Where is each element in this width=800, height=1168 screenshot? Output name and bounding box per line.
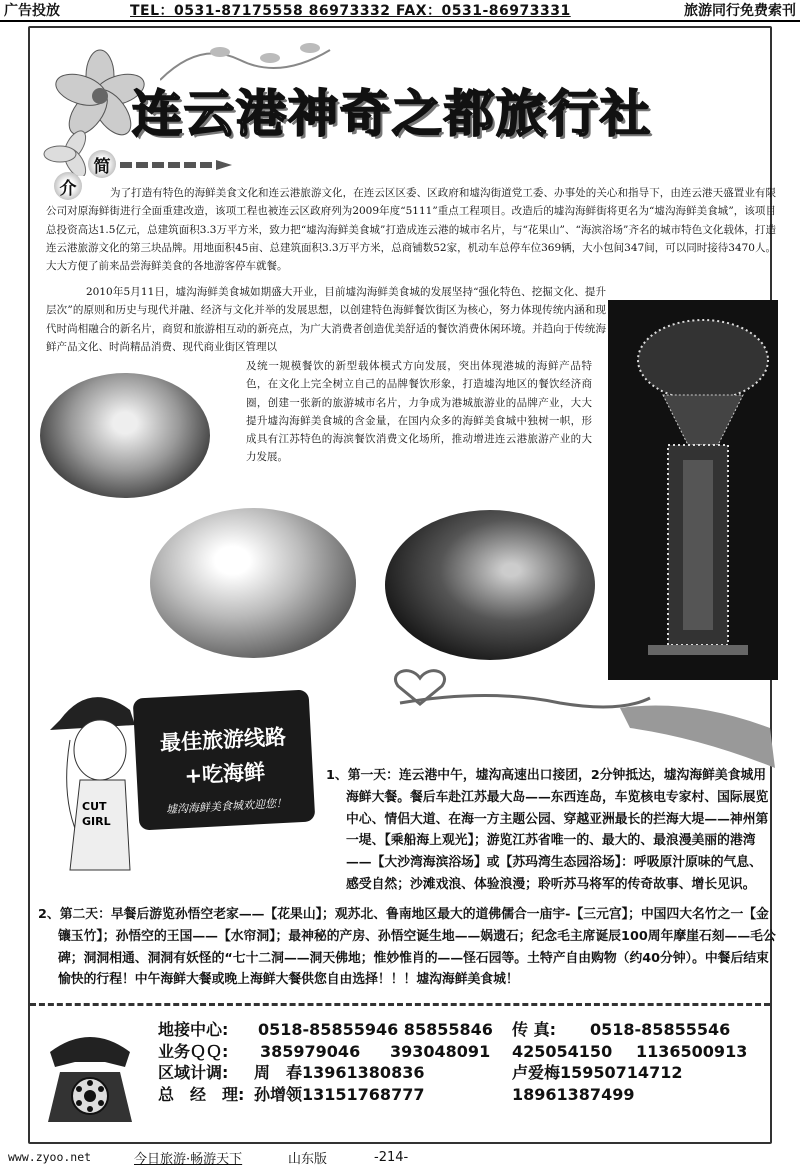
planner-2: 卢爱梅15950714712	[512, 1063, 683, 1082]
contact-row-planner	[158, 1062, 778, 1084]
intro-char-2: 介	[54, 172, 82, 200]
intro-paragraph-2-bottom: 及统一规模餐饮的新型载体模式方向发展，突出体现港城的海鲜产品特色，在文化上完全树立自己的品牌餐饮形象，打造墟沟地区的餐饮经济商圈，创建一张新的旅游城市名片，力争成为港城旅游业的品牌产业，大大提升墟沟海鲜美食城的含金量，在国内众多的海鲜美食城中独树一帜，形成具有江苏特色的海滨餐饮消费文化场所，推动增进连云港旅游产业的大力发展。	[246, 360, 592, 464]
svg-text:GIRL: GIRL	[82, 815, 111, 828]
manager-phone-2: 18961387499	[512, 1084, 635, 1104]
manager-label: 总 经 理:	[158, 1084, 245, 1104]
promo-sign	[133, 689, 316, 830]
fax-number: 0518-85855546	[590, 1020, 731, 1039]
page-number: -214-	[374, 1149, 409, 1165]
night-street-photo	[385, 510, 595, 660]
promo-line-3: 墟沟海鲜美食城欢迎您！	[165, 796, 288, 817]
qq-2: 393048091	[390, 1041, 491, 1061]
reception-phone: 0518-85855946 85855846	[258, 1020, 493, 1039]
top-bar	[0, 0, 800, 22]
footer-url[interactable]: www.zyoo.net	[8, 1150, 92, 1164]
qq-label: 业务ＱＱ:	[158, 1041, 229, 1061]
manager-phone-1: 孙增领13151768777	[254, 1084, 425, 1104]
fax-label: 传 真:	[512, 1020, 556, 1039]
contact-row-reception	[158, 1019, 778, 1041]
itinerary-day2-text: 2、第二天：早餐后游览孙悟空老家——【花果山】；观苏北、鲁南地区最大的道佛儒合一庙宇-【三元宫】；中国四大名竹之一【金镶玉竹】；孙悟空的王国——【水帘洞】；最神秘的产房、孙悟空诞生地——娲遗石；纪念毛主席诞辰100周年摩崖石刻——毛公碑；洞洞相通、洞洞有妖怪的“七十二洞——洞天佛地；惟妙惟肖的——怪石园等。土特产自由购物（约40分钟）。中餐后结束愉快的行程！中午海鲜大餐或晚上海鲜大餐供您自由选择！！！墟沟海鲜美食城！	[38, 907, 776, 988]
intro-paragraph-2-top: 2010年5月11日，墟沟海鲜美食城如期盛大开业，目前墟沟海鲜美食城的发展坚持“强化特色、挖掘文化、提升层次”的原则和历史与现代并融、经济与文化并举的发展思想，以创建特色海鲜餐饮街区为核心，努力体现传统内涵和现代时尚相融合的新名片，商贸和旅游相互动的新亮点，为广大消费者创造优美舒适的餐饮消费休闲环境。并趋向于传统海鲜产品文化、时尚精品消费、现代商业街区管理以	[46, 286, 606, 353]
itinerary-day2	[38, 904, 776, 991]
ribbon-heart-icon	[390, 668, 780, 778]
footer	[0, 1146, 800, 1168]
planner-label: 区域计调:	[158, 1063, 229, 1082]
contact-block	[158, 1019, 778, 1105]
footer-brand: 今日旅游·畅游天下	[134, 1151, 243, 1167]
ad-label: 广告投放	[4, 3, 60, 19]
promo-line-2: +吃海鲜	[183, 759, 266, 789]
page-title: 连云港神奇之都旅行社	[132, 85, 652, 143]
contact-row-qq	[158, 1041, 778, 1063]
reception-label: 地接中心:	[158, 1020, 229, 1039]
footer-edition: 山东版	[288, 1151, 328, 1167]
intro-char-1: 简	[88, 150, 116, 178]
planner-1: 周 春13961380836	[254, 1063, 425, 1082]
dashed-arrow-icon	[120, 160, 232, 170]
dashed-divider	[30, 1003, 770, 1006]
telephone-icon	[40, 1022, 140, 1132]
qq-4: 1136500913	[636, 1041, 748, 1061]
free-label: 旅游同行免费索刊	[684, 3, 796, 19]
contact-numbers: TEL：0531-87175558 86973332 FAX：0531-86973331	[130, 3, 571, 19]
promo-line-1: 最佳旅游线路	[159, 724, 287, 756]
restaurant-interior-photo	[40, 373, 210, 498]
contact-row-manager	[158, 1084, 778, 1106]
itinerary-day1-text: 1、第一天：连云港中午，墟沟高速出口接团，2分钟抵达，墟沟海鲜美食城用海鲜大餐。餐后车赴江苏最大岛——东西连岛，车览核电专家村、国际展览中心、情侣大道、在海一方主题公园、穿越亚洲最长的拦海大堤——神州第一堤、【乘船海上观光】；游览江苏省唯一的、最大的、最浪漫美丽的港湾——【大沙湾海滨浴场】或【苏玛湾生态园浴场】：呼吸原汁原味的气息、感受自然；沙滩戏浪、体验浪漫；聆听苏马将军的传奇故事、增长见识。	[326, 768, 769, 892]
lit-tower-photo	[608, 300, 778, 680]
qq-1: 385979046	[260, 1041, 361, 1061]
intro-paragraph-1: 为了打造有特色的海鲜美食文化和连云港旅游文化，在连云区区委、区政府和墟沟街道党工委、办事处的关心和指导下，由连云港天盛置业有限公司对原海鲜街进行全面重建改造，该项工程也被连云区政府列为2009年度“5111”重点工程项目。改造后的墟沟海鲜街将更名为“墟沟海鲜美食城”，该项目总投资高达1.5亿元，总建筑面积3.3万平方米，致力把“墟沟海鲜美食城”打造成连云港的城市名片，与“花果山”、“海滨浴场”齐名的城市特色文化载体，打造连云港旅游文化的第三块品牌。用地面积45亩、总建筑面积3.3万平方米，总商铺数52家，机动车总停车位369辆，大小包间347间，可以同时接待3470人。大大方便了前来品尝海鲜美食的各地游客停车就餐。	[46, 187, 776, 273]
dining-room-photo	[150, 508, 356, 658]
qq-3: 425054150	[512, 1041, 613, 1061]
itinerary-day1	[326, 765, 770, 896]
svg-text:CUT: CUT	[82, 800, 107, 813]
